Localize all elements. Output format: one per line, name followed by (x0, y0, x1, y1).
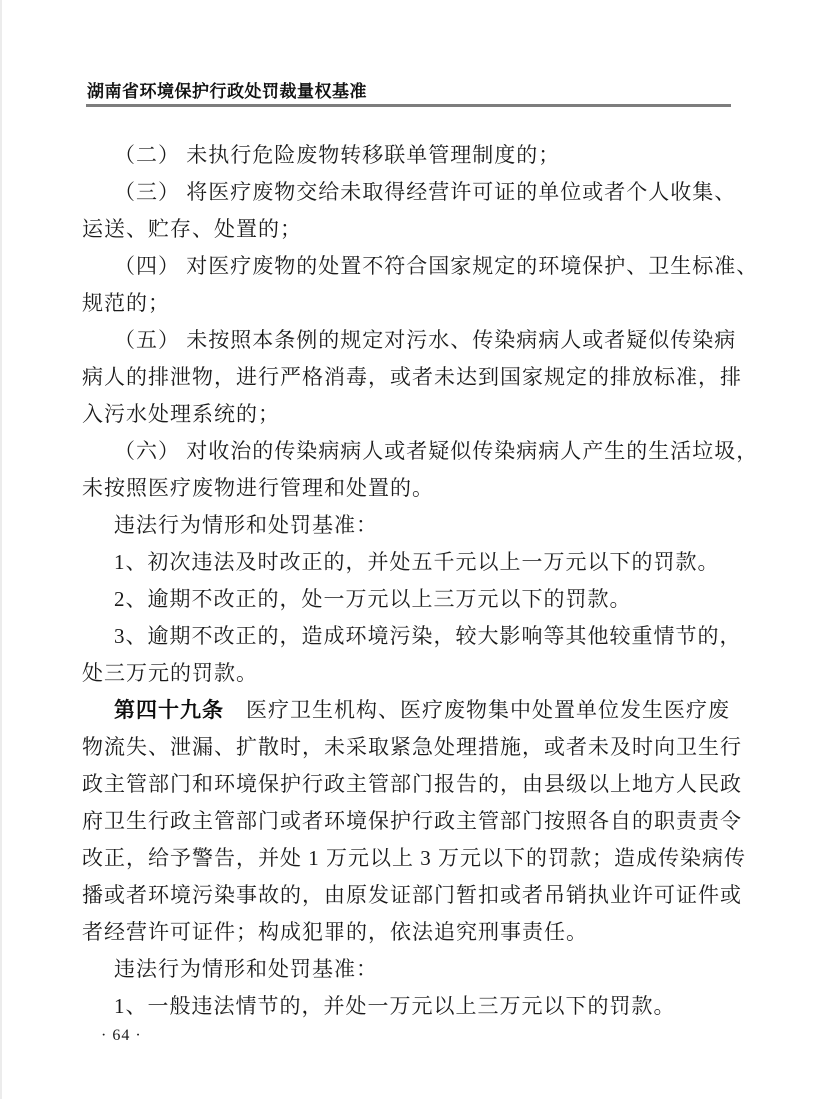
paragraph (82, 951, 742, 988)
paragraph (82, 137, 742, 174)
header-title: 湖南省环境保护行政处罚裁量权基准 (87, 82, 367, 101)
paragraph-line: 1、初次违法及时改正的，并处五千元以上一万元以下的罚款。 (114, 550, 720, 574)
scan-edge-shadow (0, 0, 2, 1099)
page-number: · 64 · (101, 1027, 142, 1044)
paragraph-line: 者经营许可证件；构成犯罪的，依法追究刑事责任。 (82, 920, 588, 944)
paragraph-line: 违法行为情形和处罚基准： (114, 957, 378, 981)
paragraph-line: 1、一般违法情节的，并处一万元以上三万元以下的罚款。 (114, 994, 676, 1018)
paragraph (82, 174, 742, 248)
paragraph-line: 运送、贮存、处置的； (82, 217, 302, 241)
paragraph-line: （六） 对收治的传染病病人或者疑似传染病病人产生的生活垃圾， (114, 439, 759, 463)
article-number: 第四十九条 (114, 698, 224, 722)
paragraph-line: 3、逾期不改正的，造成环境污染，较大影响等其他较重情节的， (114, 624, 742, 648)
paragraph-line: 未按照医疗废物进行管理和处置的。 (82, 476, 434, 500)
paragraph-line: 规范的； (82, 291, 170, 315)
paragraph-line: 政主管部门和环境保护行政主管部门报告的，由县级以上地方人民政 (82, 772, 742, 796)
paragraph-line: （二） 未执行危险废物转移联单管理制度的； (114, 143, 561, 167)
paragraph-line: （五） 未按照本条例的规定对污水、传染病病人或者疑似传染病 (114, 328, 737, 352)
paragraph-line: 第四十九条 医疗卫生机构、医疗废物集中处置单位发生医疗废 (114, 698, 730, 722)
paragraph-line: 违法行为情形和处罚基准： (114, 513, 378, 537)
paragraph (82, 507, 742, 544)
document-body (82, 137, 759, 1025)
paragraph (82, 692, 746, 951)
paragraph-line: 2、逾期不改正的，处一万元以上三万元以下的罚款。 (114, 587, 632, 611)
page-footer (101, 1027, 142, 1045)
paragraph (82, 581, 742, 618)
paragraph (82, 248, 759, 322)
paragraph (82, 322, 742, 433)
paragraph (82, 433, 759, 507)
paragraph-line: 处三万元的罚款。 (82, 661, 258, 685)
header-rule (86, 104, 731, 107)
paragraph-line: 物流失、泄漏、扩散时，未采取紧急处理措施，或者未及时向卫生行 (82, 735, 742, 759)
paragraph-line: 病人的排泄物，进行严格消毒，或者未达到国家规定的排放标准，排 (82, 365, 742, 389)
paragraph (82, 544, 742, 581)
paragraph-line: 改正，给予警告，并处 1 万元以上 3 万元以下的罚款；造成传染病传 (82, 846, 746, 870)
paragraph-line: 入污水处理系统的； (82, 402, 280, 426)
paragraph-line: （四） 对医疗废物的处置不符合国家规定的环境保护、卫生标准、 (114, 254, 759, 278)
paragraph-line: 播或者环境污染事故的，由原发证部门暂扣或者吊销执业许可证件或 (82, 883, 742, 907)
paragraph (82, 618, 742, 692)
paragraph (82, 988, 742, 1025)
paragraph-line: （三） 将医疗废物交给未取得经营许可证的单位或者个人收集、 (114, 180, 737, 204)
paragraph-line: 府卫生行政主管部门或者环境保护行政主管部门按照各自的职责责令 (82, 809, 742, 833)
